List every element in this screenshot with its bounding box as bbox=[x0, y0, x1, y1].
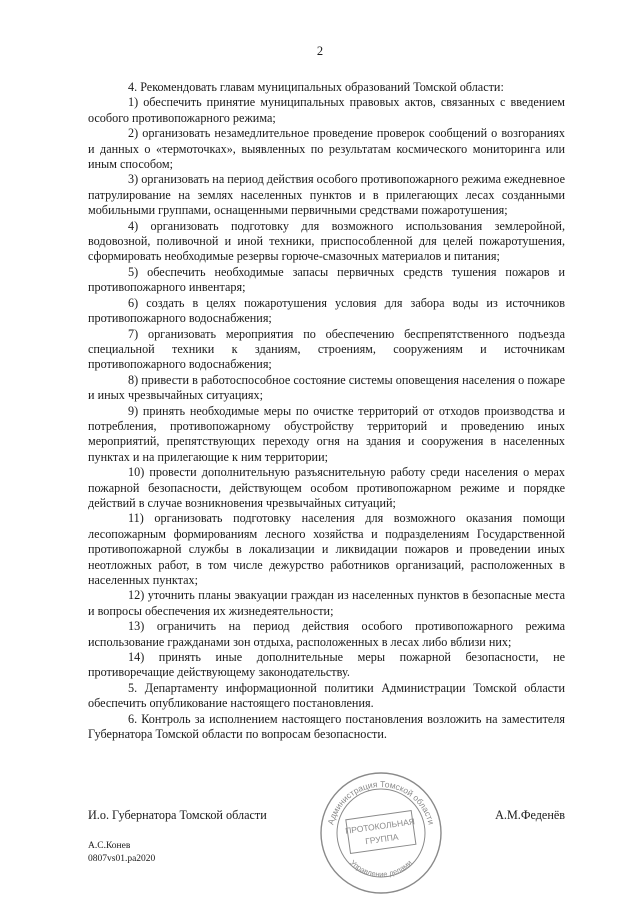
stamp-bottom-text: Управление делами bbox=[348, 858, 414, 879]
signer-title: И.о. Губернатора Томской области bbox=[88, 808, 267, 822]
paragraph-subitem-11: 11) организовать подготовку населения для возможного оказания помощи лесопожарным формированиям лесного хозяйства и подразделениям Государственной противопожарной службы в локализации и ликвидации пожаров и проведении иных неотложных работ, в том числе дежурство работников организаций, расположенных в населенных пунктах; bbox=[88, 511, 565, 587]
paragraph-subitem-14: 14) принять иные дополнительные меры пожарной безопасности, не противоречащие действующему законодательству. bbox=[88, 650, 565, 680]
paragraph-subitem-8: 8) привести в работоспособное состояние системы оповещения населения о пожаре и иных чрезвычайных ситуациях; bbox=[88, 372, 565, 403]
paragraph-subitem-12: 12) уточнить планы эвакуации граждан из населенных пунктов в безопасные места и вопросы обеспечения их жизнедеятельности; bbox=[88, 588, 565, 618]
stamp-ring-text: Администрация Томской области bbox=[325, 778, 437, 826]
paragraph-item-4: 4. Рекомендовать главам муниципальных образований Томской области: bbox=[128, 80, 504, 94]
paragraph-subitem-5: 5) обеспечить необходимые запасы первичных средств тушения пожаров и противопожарного инвентаря; bbox=[88, 264, 565, 295]
footer-notes bbox=[88, 840, 155, 866]
paragraph-subitem-6: 6) создать в целях пожаротушения условия для забора воды из источников противопожарного водоснабжения; bbox=[88, 295, 565, 326]
signer-name: А.М.Феденёв bbox=[495, 808, 565, 822]
page-number: 2 bbox=[316, 44, 324, 58]
document-code: 0807vs01.pa2020 bbox=[88, 854, 156, 864]
paragraph-subitem-7: 7) организовать мероприятия по обеспечению беспрепятственного подъезда специальной техники к зданиям, строениям, сооружениям и источникам противопожарного водоснабжения; bbox=[88, 326, 565, 372]
paragraph-subitem-10: 10) провести дополнительную разъяснительную работу среди населения о мерах пожарной безопасности, действующем особом противопожарном режиме и порядке действий в случае возникновения чрезвычайных ситуаций; bbox=[88, 465, 565, 510]
stamp-center-line1: ПРОТОКОЛЬНАЯ bbox=[344, 816, 416, 836]
stamp-seal-icon bbox=[318, 770, 444, 896]
paragraph-subitem-3: 3) организовать на период действия особого противопожарного режима ежедневное патрулирование на землях населенных пунктов и в прилегающих лесах созданными мобильными группами, оснащенными первичными средствами пожаротушения; bbox=[88, 172, 565, 218]
paragraph-subitem-1: 1) обеспечить принятие муниципальных правовых актов, связанных с введением особого противопожарного режима; bbox=[88, 95, 565, 125]
paragraph-subitem-2: 2) организовать незамедлительное проведение проверок сообщений о возгораниях и данных о «термоточках», выявленных по результатам космического мониторинга или иным способом; bbox=[88, 126, 565, 172]
paragraph-subitem-13: 13) ограничить на период действия особого противопожарного режима использование гражданами зон отдыха, расположенных в лесах либо вблизи них; bbox=[88, 619, 565, 649]
official-stamp bbox=[318, 770, 444, 896]
paragraph-item-5: 5. Департаменту информационной политики Администрации Томской области обеспечить опубликование настоящего постановления. bbox=[88, 680, 565, 711]
stamp-center-line2: ГРУППА bbox=[364, 831, 400, 847]
paragraph-subitem-4: 4) организовать подготовку для возможного использования землеройной, водовозной, поливочной и иной техники, приспособленной для целей пожаротушения, сформировать необходимые резервы горюче-смазочных материалов и питания; bbox=[88, 218, 565, 264]
paragraph-item-6: 6. Контроль за исполнением настоящего постановления возложить на заместителя Губернатора Томской области по вопросам безопасности. bbox=[88, 711, 565, 742]
author-initials: А.С.Конев bbox=[88, 841, 131, 851]
paragraph-subitem-9: 9) принять необходимые меры по очистке территорий от отходов производства и потребления, противопожарному обустройству территорий и проведению иных мероприятий, препятствующих переходу огня на здания и сооружения в населенных пунктах и на прилегающие к ним территории; bbox=[88, 403, 565, 464]
document-body bbox=[88, 80, 565, 742]
